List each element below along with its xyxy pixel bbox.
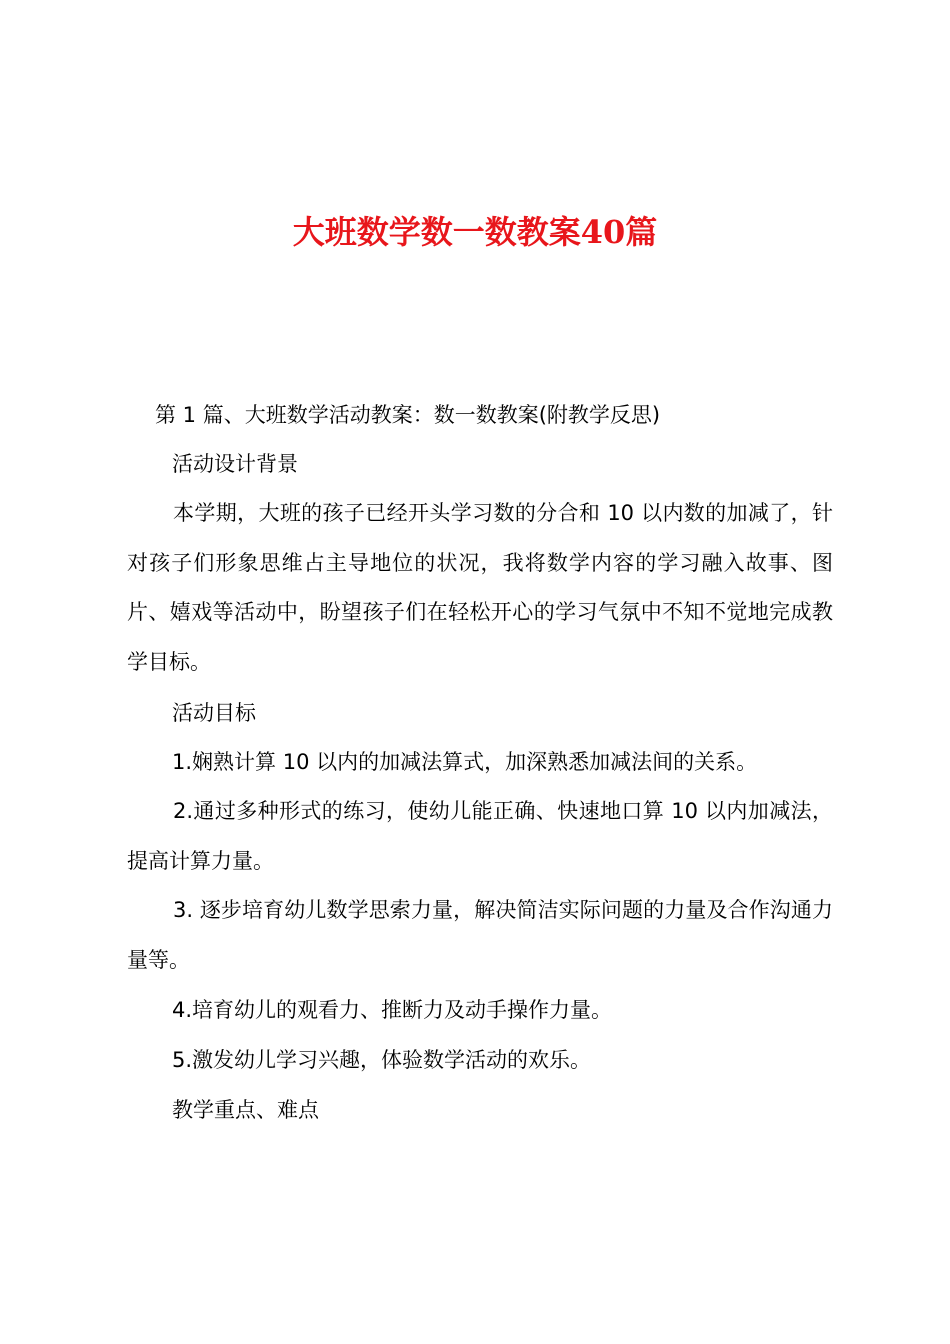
section-heading: 第 1 篇、大班数学活动教案：数一数教案(附教学反思) — [155, 403, 661, 427]
goal-item: 1.娴熟计算 10 以内的加减法算式，加深熟悉加减法间的关系。 — [172, 750, 758, 774]
background-paragraph: 本学期，大班的孩子已经开头学习数的分合和 10 以内数的加减了，针对孩子们形象思维占主导地位的状况，我将数学内容的学习融入故事、图片、嬉戏等活动中，盼望孩子们在轻松开心的学习气氛中不知不觉地完成教学目标。 — [127, 501, 833, 674]
background-heading: 活动设计背景 — [172, 452, 298, 476]
goal-item: 2.通过多种形式的练习，使幼儿能正确、快速地口算 10 以内加减法，提高计算力量。 — [127, 799, 833, 873]
document-title: 大班数学数一数教案40篇 — [292, 213, 658, 251]
goals-heading: 活动目标 — [172, 701, 256, 725]
key-points-heading: 教学重点、难点 — [172, 1098, 319, 1122]
goal-item: 4.培育幼儿的观看力、推断力及动手操作力量。 — [172, 998, 613, 1022]
goal-item: 3. 逐步培育幼儿数学思索力量，解决简洁实际问题的力量及合作沟通力量等。 — [127, 898, 833, 972]
goal-item: 5.激发幼儿学习兴趣，体验数学活动的欢乐。 — [172, 1048, 592, 1072]
